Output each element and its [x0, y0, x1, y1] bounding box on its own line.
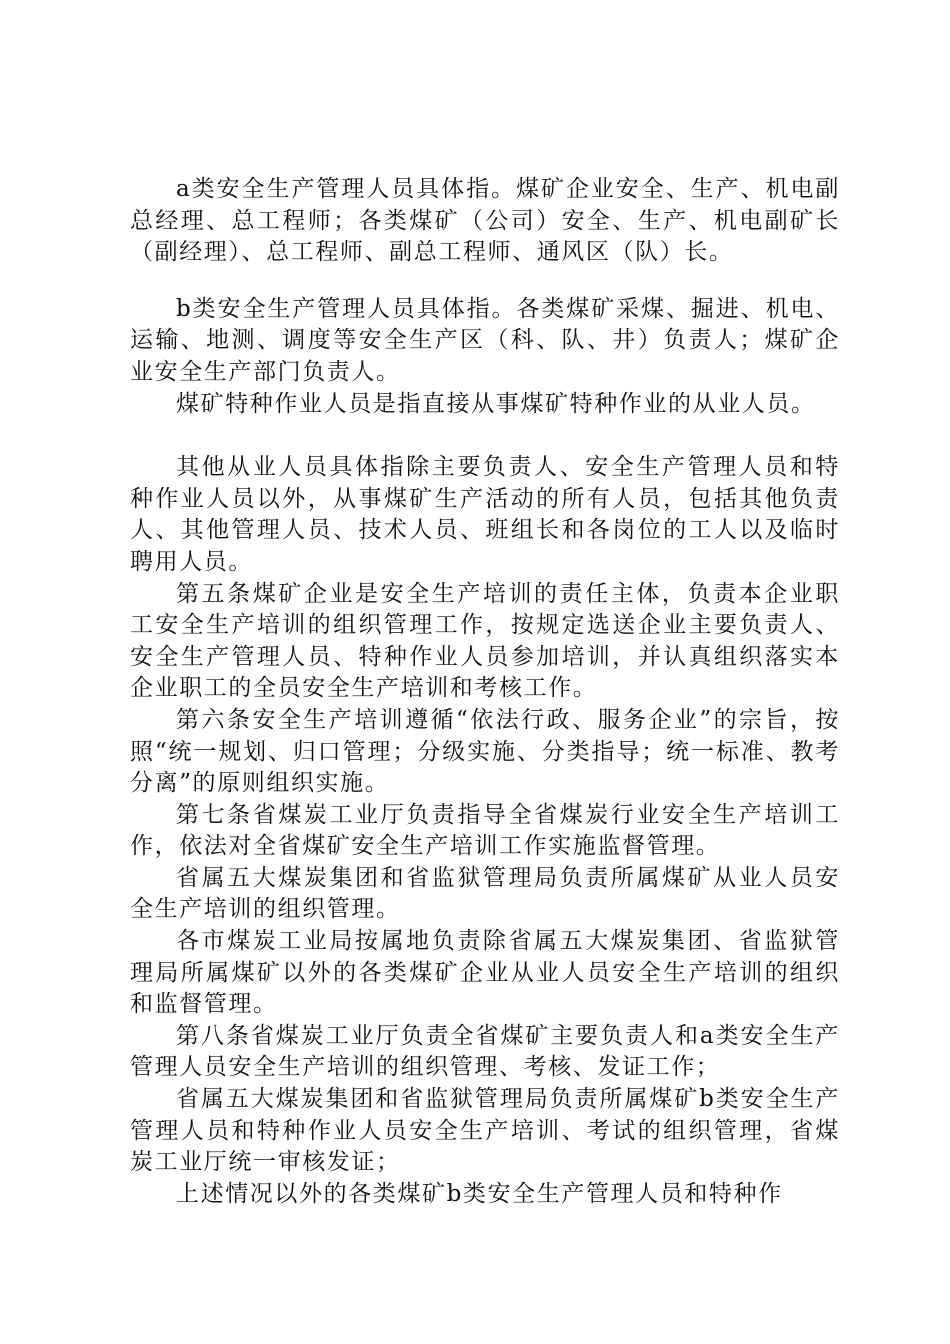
paragraph-article-8: 第八条省煤炭工业厅负责全省煤矿主要负责人和a类安全生产管理人员安全生产培训的组织管理、考核、发证工作； [130, 1022, 840, 1081]
paragraph-other-staff: 其他从业人员具体指除主要负责人、安全生产管理人员和特种作业人员以外，从事煤矿生产活动的所有人员，包括其他负责人、其他管理人员、技术人员、班组长和各岗位的工人以及临时聘用人员。 [130, 454, 840, 575]
paragraph-article-7: 第七条省煤炭工业厅负责指导全省煤炭行业安全生产培训工作，依法对全省煤矿安全生产培训工作实施监督管理。 [130, 801, 840, 860]
paragraph-groups-prison-bureau: 省属五大煤炭集团和省监狱管理局负责所属煤矿从业人员安全生产培训的组织管理。 [130, 864, 840, 923]
paragraph-b-class-certification: 省属五大煤炭集团和省监狱管理局负责所属煤矿b类安全生产管理人员和特种作业人员安全生产培训、考试的组织管理，省煤炭工业厅统一审核发证； [130, 1086, 840, 1176]
paragraph-special-operators: 煤矿特种作业人员是指直接从事煤矿特种作业的从业人员。 [176, 390, 816, 417]
paragraph-article-6: 第六条安全生产培训遵循“依法行政、服务企业”的宗旨，按照“统一规划、归口管理；分级实施、分类指导；统一标准、教考分离”的原则组织实施。 [130, 706, 840, 797]
paragraph-a-class-managers: a类安全生产管理人员具体指。煤矿企业安全、生产、机电副总经理、总工程师；各类煤矿（公司）安全、生产、机电副矿长（副经理）、总工程师、副总工程师、通风区（队）长。 [130, 176, 840, 266]
paragraph-other-mines: 上述情况以外的各类煤矿b类安全生产管理人员和特种作 [176, 1180, 783, 1207]
document-body [130, 174, 840, 1210]
paragraph-b-class-managers: b类安全生产管理人员具体指。各类煤矿采煤、掘进、机电、运输、地测、调度等安全生产区（科、队、井）负责人；煤矿企业安全生产部门负责人。 [130, 295, 840, 385]
paragraph-city-bureaus: 各市煤炭工业局按属地负责除省属五大煤炭集团、省监狱管理局所属煤矿以外的各类煤矿企业从业人员安全生产培训的组织和监督管理。 [130, 928, 840, 1018]
paragraph-article-5: 第五条煤矿企业是安全生产培训的责任主体，负责本企业职工安全生产培训的组织管理工作，按规定选送企业主要负责人、安全生产管理人员、特种作业人员参加培训，并认真组织落实本企业职工的全员安全生产培训和考核工作。 [130, 580, 840, 702]
